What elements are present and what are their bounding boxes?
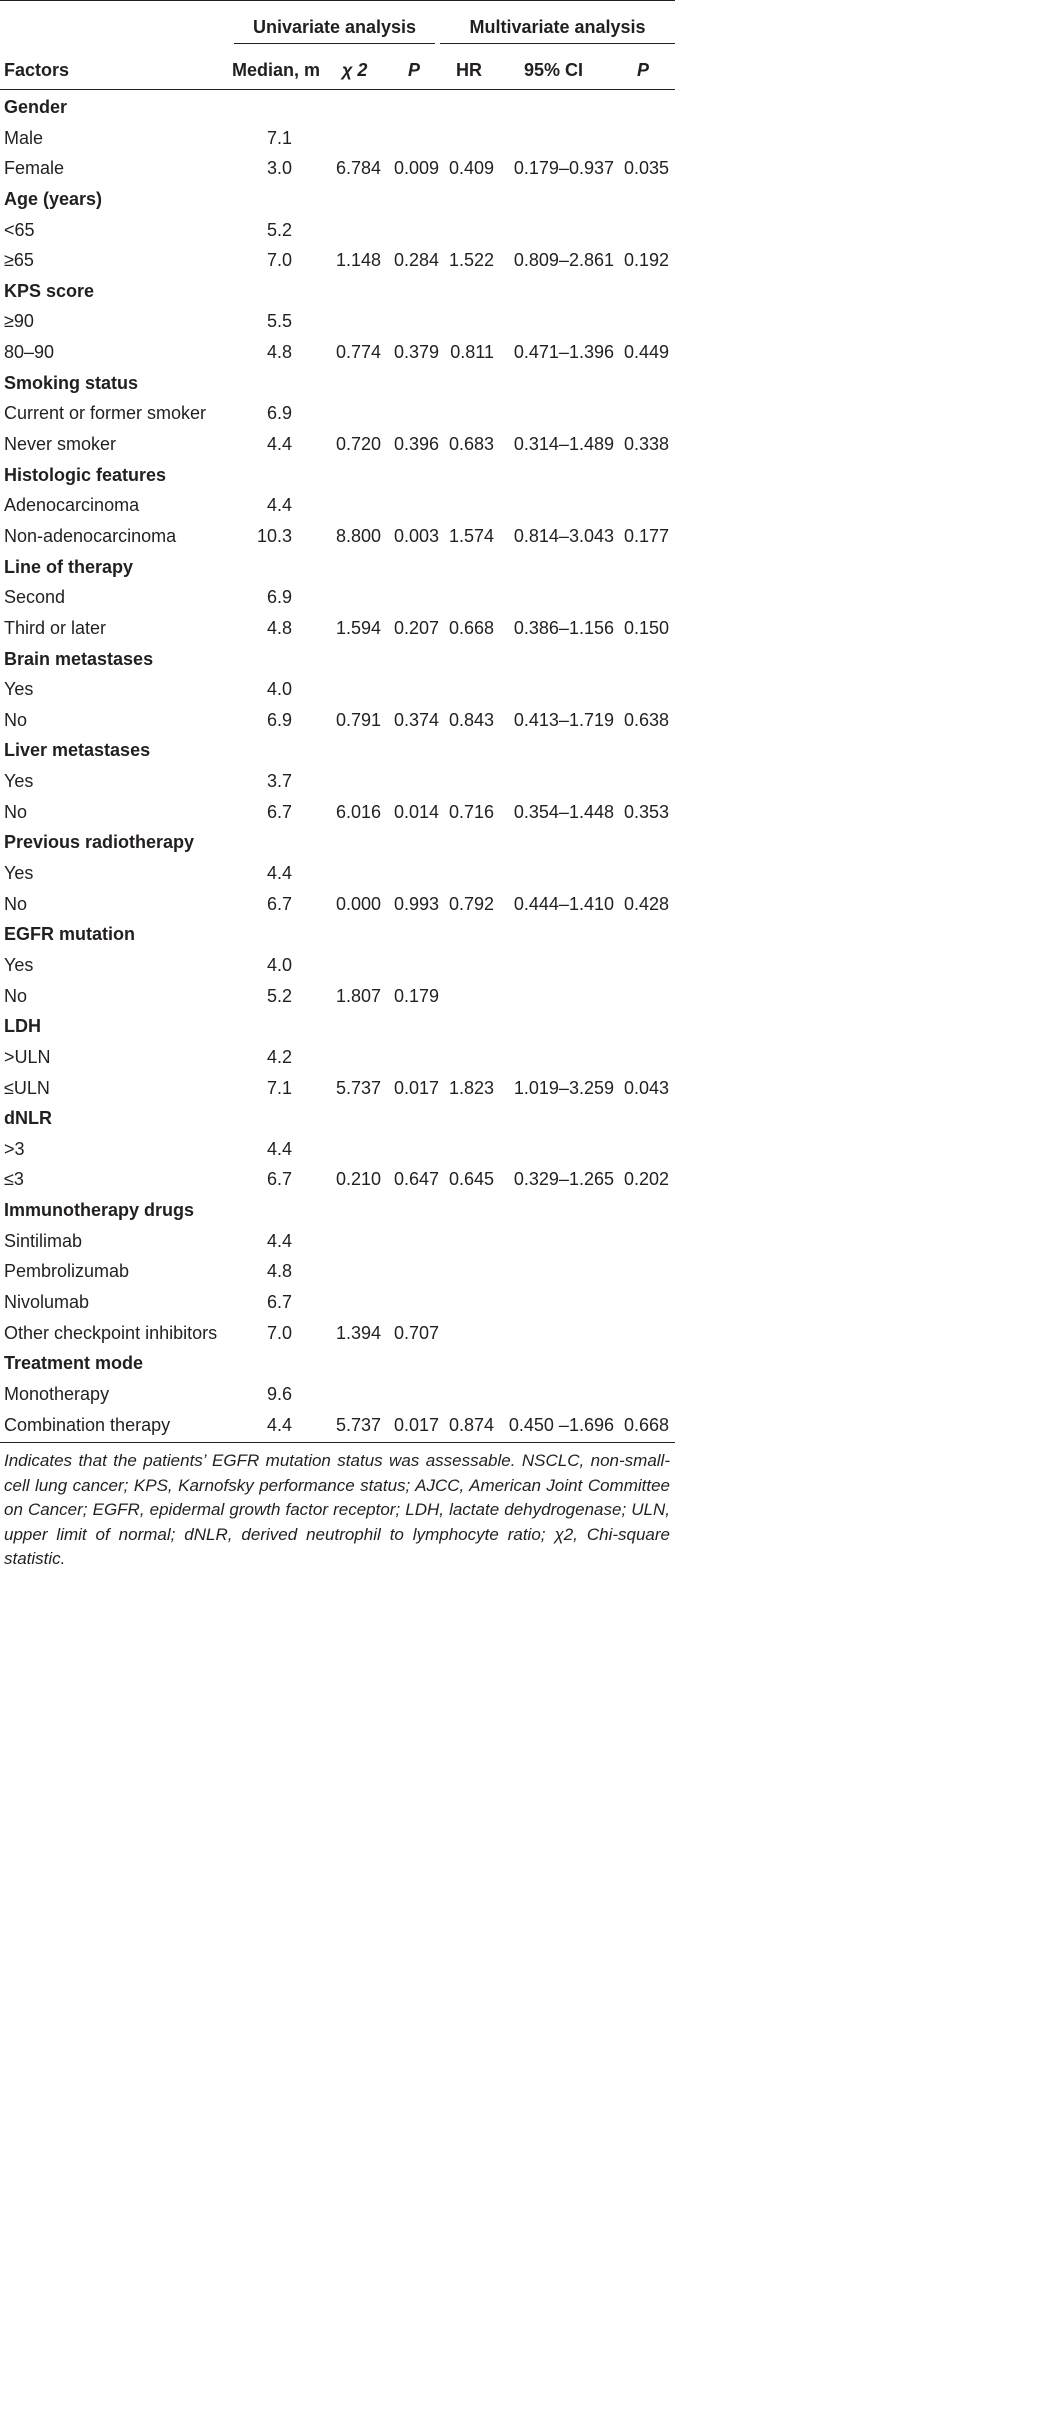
cell-chi2: 0.774 bbox=[335, 342, 381, 363]
cell-chi2: 0.000 bbox=[335, 893, 381, 914]
cell-chi2: 0.720 bbox=[335, 434, 381, 455]
cell-p-multivariate: 0.638 bbox=[623, 709, 669, 730]
cell-p-univariate: 0.179 bbox=[393, 985, 439, 1006]
cell-ci: 0.814–3.043 bbox=[513, 525, 614, 546]
table-row bbox=[0, 490, 675, 521]
table-row bbox=[0, 1379, 675, 1410]
cell-factor: Combination therapy bbox=[4, 1414, 171, 1435]
cell-p-multivariate: 0.668 bbox=[623, 1414, 669, 1435]
cell-factor: Yes bbox=[4, 679, 34, 700]
cell-hr: 1.574 bbox=[448, 525, 494, 546]
table-row bbox=[0, 858, 675, 889]
cell-factor: Yes bbox=[4, 863, 34, 884]
cell-p-multivariate: 0.150 bbox=[623, 617, 669, 638]
cell-p-multivariate: 0.035 bbox=[623, 158, 669, 179]
cell-ci: 0.471–1.396 bbox=[513, 342, 614, 363]
cell-chi2: 1.148 bbox=[335, 250, 381, 271]
table-row bbox=[0, 521, 675, 552]
cell-factor: No bbox=[4, 801, 28, 822]
table-group-row bbox=[0, 1011, 675, 1042]
col-header-factors: Factors bbox=[4, 60, 70, 80]
table-row bbox=[0, 1073, 675, 1104]
cell-hr: 0.716 bbox=[448, 801, 494, 822]
cell-factor: ≥90 bbox=[4, 311, 34, 332]
cell-chi2: 8.800 bbox=[335, 525, 381, 546]
col-header-chi2: χ 2 bbox=[342, 60, 368, 80]
cell-factor: Yes bbox=[4, 771, 34, 792]
table-row bbox=[0, 215, 675, 246]
univariate-underline bbox=[234, 43, 435, 44]
cell-p-univariate: 0.396 bbox=[393, 434, 439, 455]
cell-median: 6.7 bbox=[266, 1291, 292, 1312]
cell-factor: Brain metastases bbox=[4, 648, 154, 669]
table-row bbox=[0, 705, 675, 736]
cell-chi2: 0.210 bbox=[335, 1169, 381, 1190]
table-row bbox=[0, 950, 675, 981]
cell-chi2: 5.737 bbox=[335, 1414, 381, 1435]
cell-p-multivariate: 0.202 bbox=[623, 1169, 669, 1190]
cell-hr: 0.668 bbox=[448, 617, 494, 638]
cell-hr: 0.409 bbox=[448, 158, 494, 179]
cell-median: 6.9 bbox=[266, 587, 292, 608]
table-row bbox=[0, 766, 675, 797]
cell-ci: 0.444–1.410 bbox=[513, 893, 614, 914]
table-group-row bbox=[0, 1195, 675, 1226]
cell-median: 10.3 bbox=[256, 525, 292, 546]
cell-median: 5.2 bbox=[266, 219, 292, 240]
col-header-median: Median, m bbox=[232, 60, 321, 80]
cell-factor: KPS score bbox=[4, 280, 95, 301]
table-row bbox=[0, 1256, 675, 1287]
table-group-row bbox=[0, 827, 675, 858]
cell-median: 3.7 bbox=[266, 771, 292, 792]
table-row bbox=[0, 306, 675, 337]
cell-hr: 0.811 bbox=[450, 342, 494, 363]
cell-factor: Line of therapy bbox=[4, 556, 134, 577]
cell-median: 7.0 bbox=[266, 1322, 292, 1343]
table-row bbox=[0, 613, 675, 644]
multivariate-group-header: Multivariate analysis bbox=[469, 17, 646, 37]
table-top-rule bbox=[0, 0, 675, 1]
table-row bbox=[0, 1134, 675, 1165]
cell-p-univariate: 0.379 bbox=[393, 342, 439, 363]
cell-hr: 1.522 bbox=[448, 250, 494, 271]
cell-median: 6.7 bbox=[266, 801, 292, 822]
cell-p-multivariate: 0.338 bbox=[623, 434, 669, 455]
cell-factor: Age (years) bbox=[4, 188, 103, 209]
cell-median: 5.2 bbox=[266, 985, 292, 1006]
cell-factor: Adenocarcinoma bbox=[4, 495, 140, 516]
univariate-group-header: Univariate analysis bbox=[252, 17, 417, 37]
cell-hr: 0.792 bbox=[448, 893, 494, 914]
cell-p-multivariate: 0.353 bbox=[623, 801, 669, 822]
cell-factor: Third or later bbox=[4, 617, 107, 638]
cell-p-univariate: 0.707 bbox=[393, 1322, 439, 1343]
cell-median: 7.1 bbox=[266, 127, 292, 148]
cell-ci: 0.329–1.265 bbox=[513, 1169, 614, 1190]
table-group-row bbox=[0, 644, 675, 675]
cell-p-univariate: 0.017 bbox=[393, 1414, 439, 1435]
col-header-ci: 95% CI bbox=[524, 60, 584, 80]
cell-factor: Second bbox=[4, 587, 66, 608]
cell-median: 4.4 bbox=[266, 863, 292, 884]
cell-p-univariate: 0.207 bbox=[393, 617, 439, 638]
cell-p-univariate: 0.993 bbox=[393, 893, 439, 914]
cell-median: 6.7 bbox=[266, 1169, 292, 1190]
table-group-row bbox=[0, 92, 675, 123]
cell-factor: Gender bbox=[4, 97, 68, 117]
cell-median: 4.4 bbox=[266, 434, 292, 455]
table-group-row bbox=[0, 276, 675, 307]
cell-factor: Previous radiotherapy bbox=[4, 832, 195, 853]
cell-p-multivariate: 0.192 bbox=[623, 250, 669, 271]
col-header-p-univariate: P bbox=[408, 60, 421, 80]
cell-median: 4.0 bbox=[266, 679, 292, 700]
table-row bbox=[0, 981, 675, 1012]
cell-factor: Other checkpoint inhibitors bbox=[4, 1322, 218, 1343]
cell-factor: LDH bbox=[4, 1016, 41, 1037]
table-footnote: Indicates that the patients’ EGFR mutation status was assessable. NSCLC, non-small-cell lung cancer; KPS, Karnofsky performance status; AJCC, American Joint Committee on Cancer; EGFR, epidermal growth factor receptor; LDH, lactate dehydrogenase; ULN, upper limit of normal; dNLR, derived neutrophil to lymphocyte ratio; χ2, Chi-square statistic. bbox=[4, 1451, 670, 1568]
cell-chi2: 1.394 bbox=[335, 1322, 381, 1343]
cell-factor: Nivolumab bbox=[4, 1291, 90, 1312]
table-row bbox=[0, 797, 675, 828]
header-rule bbox=[0, 89, 675, 90]
cell-median: 4.8 bbox=[266, 617, 292, 638]
table-group-row bbox=[0, 184, 675, 215]
table-group-row bbox=[0, 552, 675, 583]
table-body bbox=[0, 92, 675, 1440]
cell-hr: 0.645 bbox=[448, 1169, 494, 1190]
cell-factor: Yes bbox=[4, 954, 34, 975]
cell-median: 7.1 bbox=[266, 1077, 292, 1098]
table-row bbox=[0, 153, 675, 184]
cell-median: 6.7 bbox=[266, 893, 292, 914]
cell-ci: 0.179–0.937 bbox=[513, 158, 614, 179]
cell-chi2: 1.807 bbox=[335, 985, 381, 1006]
table-row bbox=[0, 1318, 675, 1349]
cell-median: 4.2 bbox=[266, 1046, 292, 1067]
table-row bbox=[0, 429, 675, 460]
cell-factor: >ULN bbox=[4, 1046, 51, 1067]
cell-hr: 0.683 bbox=[448, 434, 494, 455]
cell-factor: <65 bbox=[4, 219, 35, 240]
table-group-row bbox=[0, 368, 675, 399]
table-row bbox=[0, 674, 675, 705]
table-group-row bbox=[0, 1103, 675, 1134]
cell-median: 4.4 bbox=[266, 1138, 292, 1159]
cell-factor: Never smoker bbox=[4, 434, 117, 455]
cell-median: 9.6 bbox=[266, 1383, 292, 1404]
table-row bbox=[0, 398, 675, 429]
cell-median: 4.0 bbox=[266, 954, 292, 975]
table-group-row bbox=[0, 919, 675, 950]
cell-median: 4.8 bbox=[266, 342, 292, 363]
cell-p-univariate: 0.374 bbox=[393, 709, 439, 730]
cell-factor: ≤ULN bbox=[4, 1077, 50, 1098]
table-row bbox=[0, 1287, 675, 1318]
cell-ci: 0.386–1.156 bbox=[513, 617, 614, 638]
cell-chi2: 0.791 bbox=[335, 709, 381, 730]
cell-factor: Male bbox=[4, 127, 44, 148]
cell-factor: Smoking status bbox=[4, 372, 139, 393]
col-header-hr: HR bbox=[456, 60, 482, 80]
table-group-row bbox=[0, 1348, 675, 1379]
cell-factor: Treatment mode bbox=[4, 1353, 144, 1374]
table-row bbox=[0, 1410, 675, 1441]
cell-p-multivariate: 0.043 bbox=[623, 1077, 669, 1098]
cell-factor: Female bbox=[4, 158, 65, 179]
table-row bbox=[0, 1042, 675, 1073]
cell-factor: Histologic features bbox=[4, 464, 167, 485]
cell-factor: Pembrolizumab bbox=[4, 1261, 130, 1282]
cell-median: 5.5 bbox=[266, 311, 292, 332]
table-row bbox=[0, 889, 675, 920]
cell-p-univariate: 0.003 bbox=[393, 525, 439, 546]
results-table bbox=[0, 0, 675, 1568]
cell-ci: 0.314–1.489 bbox=[513, 434, 614, 455]
multivariate-underline bbox=[440, 43, 675, 44]
cell-p-multivariate: 0.177 bbox=[623, 525, 669, 546]
cell-hr: 1.823 bbox=[448, 1077, 494, 1098]
cell-p-univariate: 0.014 bbox=[393, 801, 439, 822]
cell-factor: dNLR bbox=[4, 1108, 52, 1129]
cell-factor: No bbox=[4, 709, 28, 730]
cell-median: 7.0 bbox=[266, 250, 292, 271]
cell-factor: EGFR mutation bbox=[4, 924, 135, 945]
cell-p-univariate: 0.009 bbox=[393, 158, 439, 179]
cell-p-univariate: 0.284 bbox=[393, 250, 439, 271]
cell-factor: Non-adenocarcinoma bbox=[4, 525, 177, 546]
cell-factor: No bbox=[4, 985, 28, 1006]
cell-median: 3.0 bbox=[266, 158, 292, 179]
cell-factor: Immunotherapy drugs bbox=[4, 1200, 195, 1221]
cell-chi2: 5.737 bbox=[335, 1077, 381, 1098]
cell-median: 4.8 bbox=[266, 1261, 292, 1282]
cell-factor: Sintilimab bbox=[4, 1230, 83, 1251]
cell-median: 4.4 bbox=[266, 495, 292, 516]
cell-factor: Monotherapy bbox=[4, 1383, 110, 1404]
table-bottom-rule bbox=[0, 1442, 675, 1443]
cell-p-univariate: 0.647 bbox=[393, 1169, 439, 1190]
table-group-row bbox=[0, 460, 675, 491]
cell-ci: 0.354–1.448 bbox=[513, 801, 614, 822]
col-header-p-multivariate: P bbox=[637, 60, 650, 80]
table-row bbox=[0, 245, 675, 276]
cell-chi2: 6.016 bbox=[335, 801, 381, 822]
cell-factor: No bbox=[4, 893, 28, 914]
cell-ci: 0.809–2.861 bbox=[513, 250, 614, 271]
table-row bbox=[0, 1226, 675, 1257]
table-group-row bbox=[0, 735, 675, 766]
cell-chi2: 1.594 bbox=[335, 617, 381, 638]
cell-factor: Liver metastases bbox=[4, 740, 151, 761]
cell-hr: 0.874 bbox=[448, 1414, 494, 1435]
table-row bbox=[0, 582, 675, 613]
cell-p-multivariate: 0.428 bbox=[623, 893, 669, 914]
cell-factor: >3 bbox=[4, 1138, 25, 1159]
cell-ci: 1.019–3.259 bbox=[513, 1077, 614, 1098]
table-row bbox=[0, 1164, 675, 1195]
table-row bbox=[0, 123, 675, 154]
cell-p-univariate: 0.017 bbox=[393, 1077, 439, 1098]
cell-factor: Current or former smoker bbox=[4, 403, 207, 424]
cell-ci: 0.413–1.719 bbox=[513, 709, 614, 730]
cell-median: 6.9 bbox=[266, 403, 292, 424]
cell-chi2: 6.784 bbox=[335, 158, 381, 179]
cell-p-multivariate: 0.449 bbox=[623, 342, 669, 363]
cell-factor: 80–90 bbox=[4, 342, 55, 363]
cell-ci: 0.450 –1.696 bbox=[508, 1414, 614, 1435]
cell-median: 4.4 bbox=[266, 1230, 292, 1251]
cell-hr: 0.843 bbox=[448, 709, 494, 730]
cell-median: 4.4 bbox=[266, 1414, 292, 1435]
cell-median: 6.9 bbox=[266, 709, 292, 730]
cell-factor: ≥65 bbox=[4, 250, 34, 271]
cell-factor: ≤3 bbox=[4, 1169, 24, 1190]
table-row bbox=[0, 337, 675, 368]
